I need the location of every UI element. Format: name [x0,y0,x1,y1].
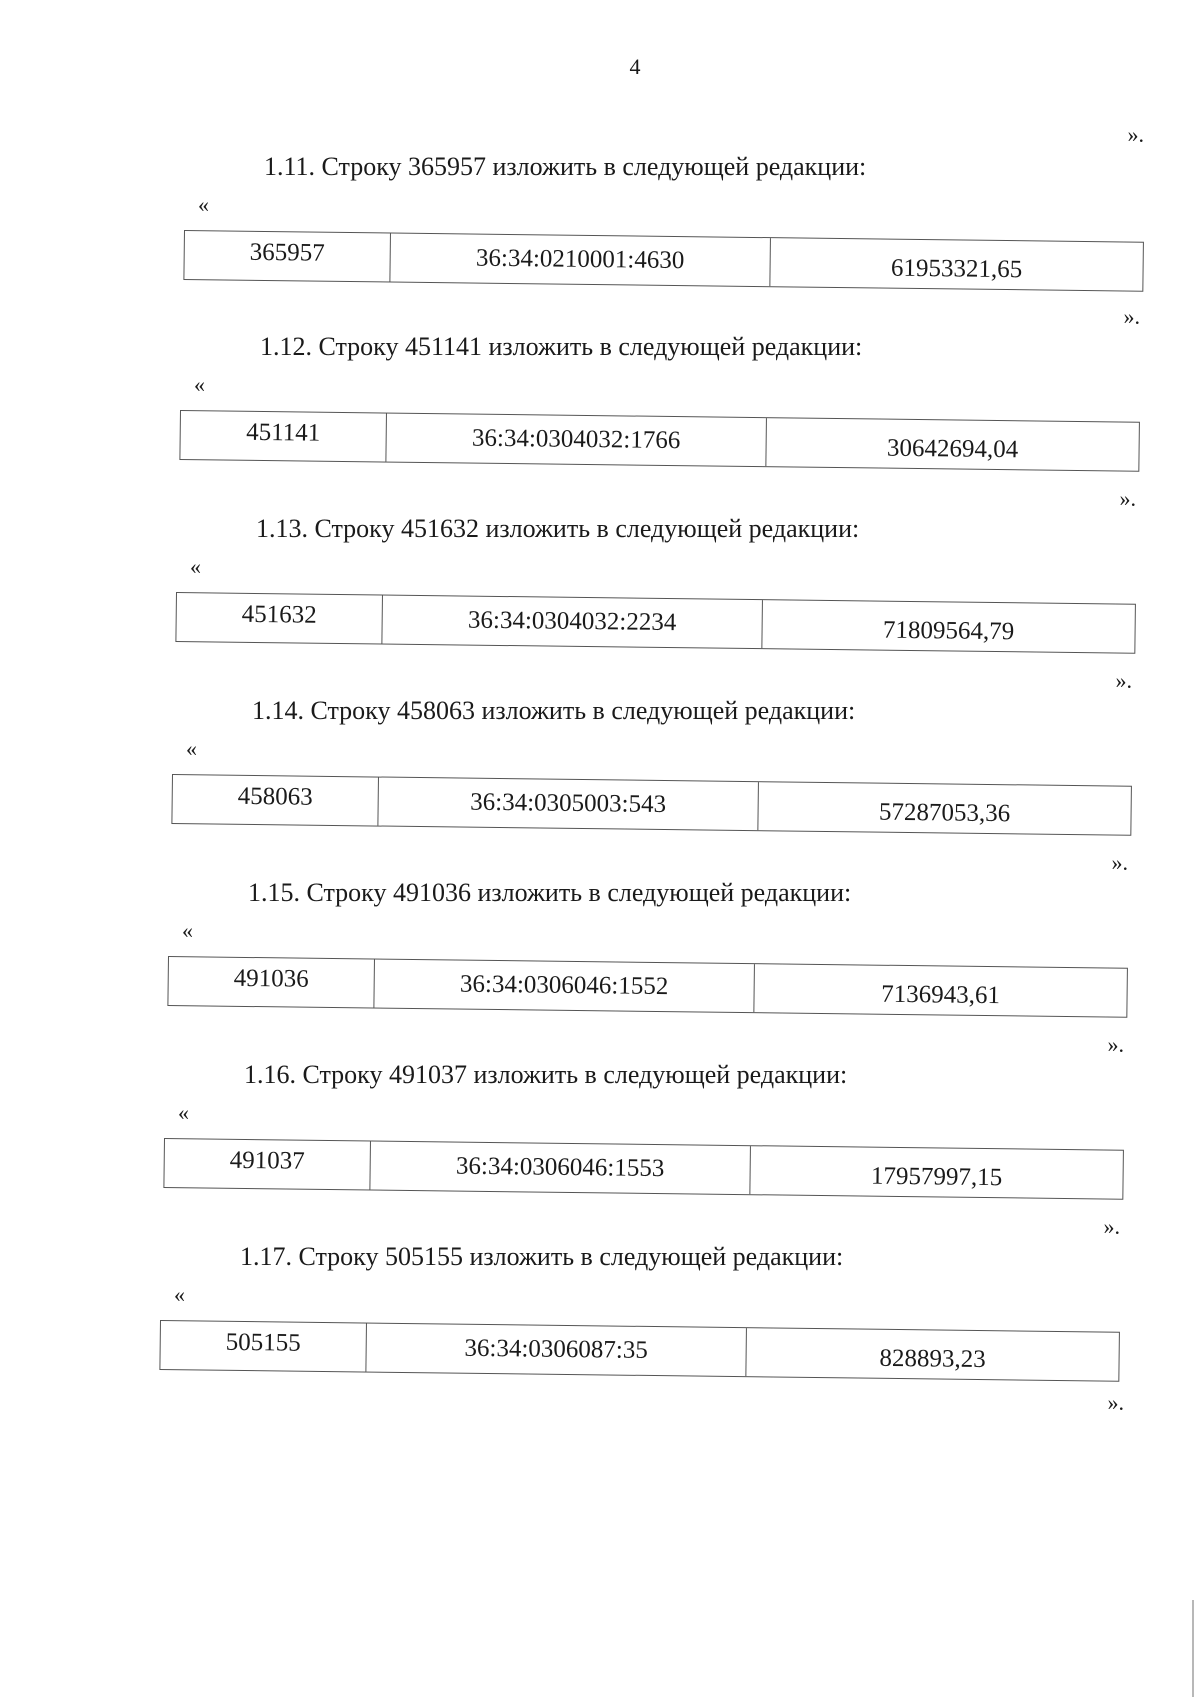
row-number-cell: 491037 [229,1146,305,1175]
value-cell: 828893,23 [745,1328,1119,1381]
row-number-cell: 505155 [225,1328,301,1357]
cadastral-number-cell: 36:34:0306046:1553 [369,1142,750,1195]
close-quote: ». [1111,850,1128,875]
section-heading: 1.13. Строку 451632 изложить в следующей редакции: [256,514,860,543]
value-cell: 30642694,04 [765,418,1139,471]
close-quote: ». [1115,668,1132,693]
close-quote: ». [1107,1032,1124,1057]
section-1-17 [160,1214,1124,1434]
row-number-cell: 451632 [241,600,317,629]
close-quote: ». [1127,122,1144,147]
cadastral-number-cell: 36:34:0210001:4630 [389,234,770,287]
row-number-cell: 458063 [237,782,313,811]
open-quote: « [194,372,205,397]
cadastral-number-cell: 36:34:0306087:35 [365,1324,746,1377]
value-cell: 17957997,15 [749,1146,1123,1199]
section-heading: 1.14. Строку 458063 изложить в следующей редакции: [252,696,856,725]
open-quote: « [182,918,193,943]
section-heading: 1.15. Строку 491036 изложить в следующей редакции: [248,878,852,907]
open-quote: « [178,1100,189,1125]
section-1-13 [176,486,1136,696]
value-cell: 61953321,65 [769,238,1143,291]
scan-edge-mark [1192,1600,1194,1697]
open-quote: « [198,192,209,217]
table-row [171,774,1132,836]
close-quote: ». [1103,1214,1120,1239]
table-row [167,956,1128,1018]
value-cell: 7136943,61 [753,964,1127,1017]
cadastral-number-cell: 36:34:0304032:1766 [385,414,766,467]
section-1-15 [168,850,1128,1060]
row-number-cell: 365957 [249,238,325,267]
section-1-14 [172,668,1132,878]
value-cell: 57287053,36 [757,782,1131,835]
open-quote: « [190,554,201,579]
row-number-cell: 491036 [233,964,309,993]
open-quote: « [186,736,197,761]
row-number-cell: 451141 [246,418,321,447]
table-row [163,1138,1124,1200]
section-heading: 1.12. Строку 451141 изложить в следующей редакции: [260,332,863,361]
page-number: 4 [629,54,641,79]
table-row [179,410,1140,472]
table-row [183,230,1144,292]
value-cell: 71809564,79 [761,600,1135,653]
table-row [175,592,1136,654]
open-quote: « [174,1282,185,1307]
section-1-12 [180,304,1140,514]
close-quote: ». [1107,1390,1124,1415]
cadastral-number-cell: 36:34:0306046:1552 [373,960,754,1013]
section-heading: 1.16. Строку 491037 изложить в следующей редакции: [244,1060,848,1089]
close-quote: ». [1119,486,1136,511]
section-heading: 1.11. Строку 365957 изложить в следующей редакции: [264,152,867,181]
close-quote: ». [1123,304,1140,329]
table-row [159,1320,1120,1382]
cadastral-number-cell: 36:34:0305003:543 [377,778,758,831]
cadastral-number-cell: 36:34:0304032:2234 [381,596,762,649]
section-1-16 [164,1032,1124,1242]
section-heading: 1.17. Строку 505155 изложить в следующей редакции: [240,1242,844,1271]
section-1-11 [184,122,1144,332]
